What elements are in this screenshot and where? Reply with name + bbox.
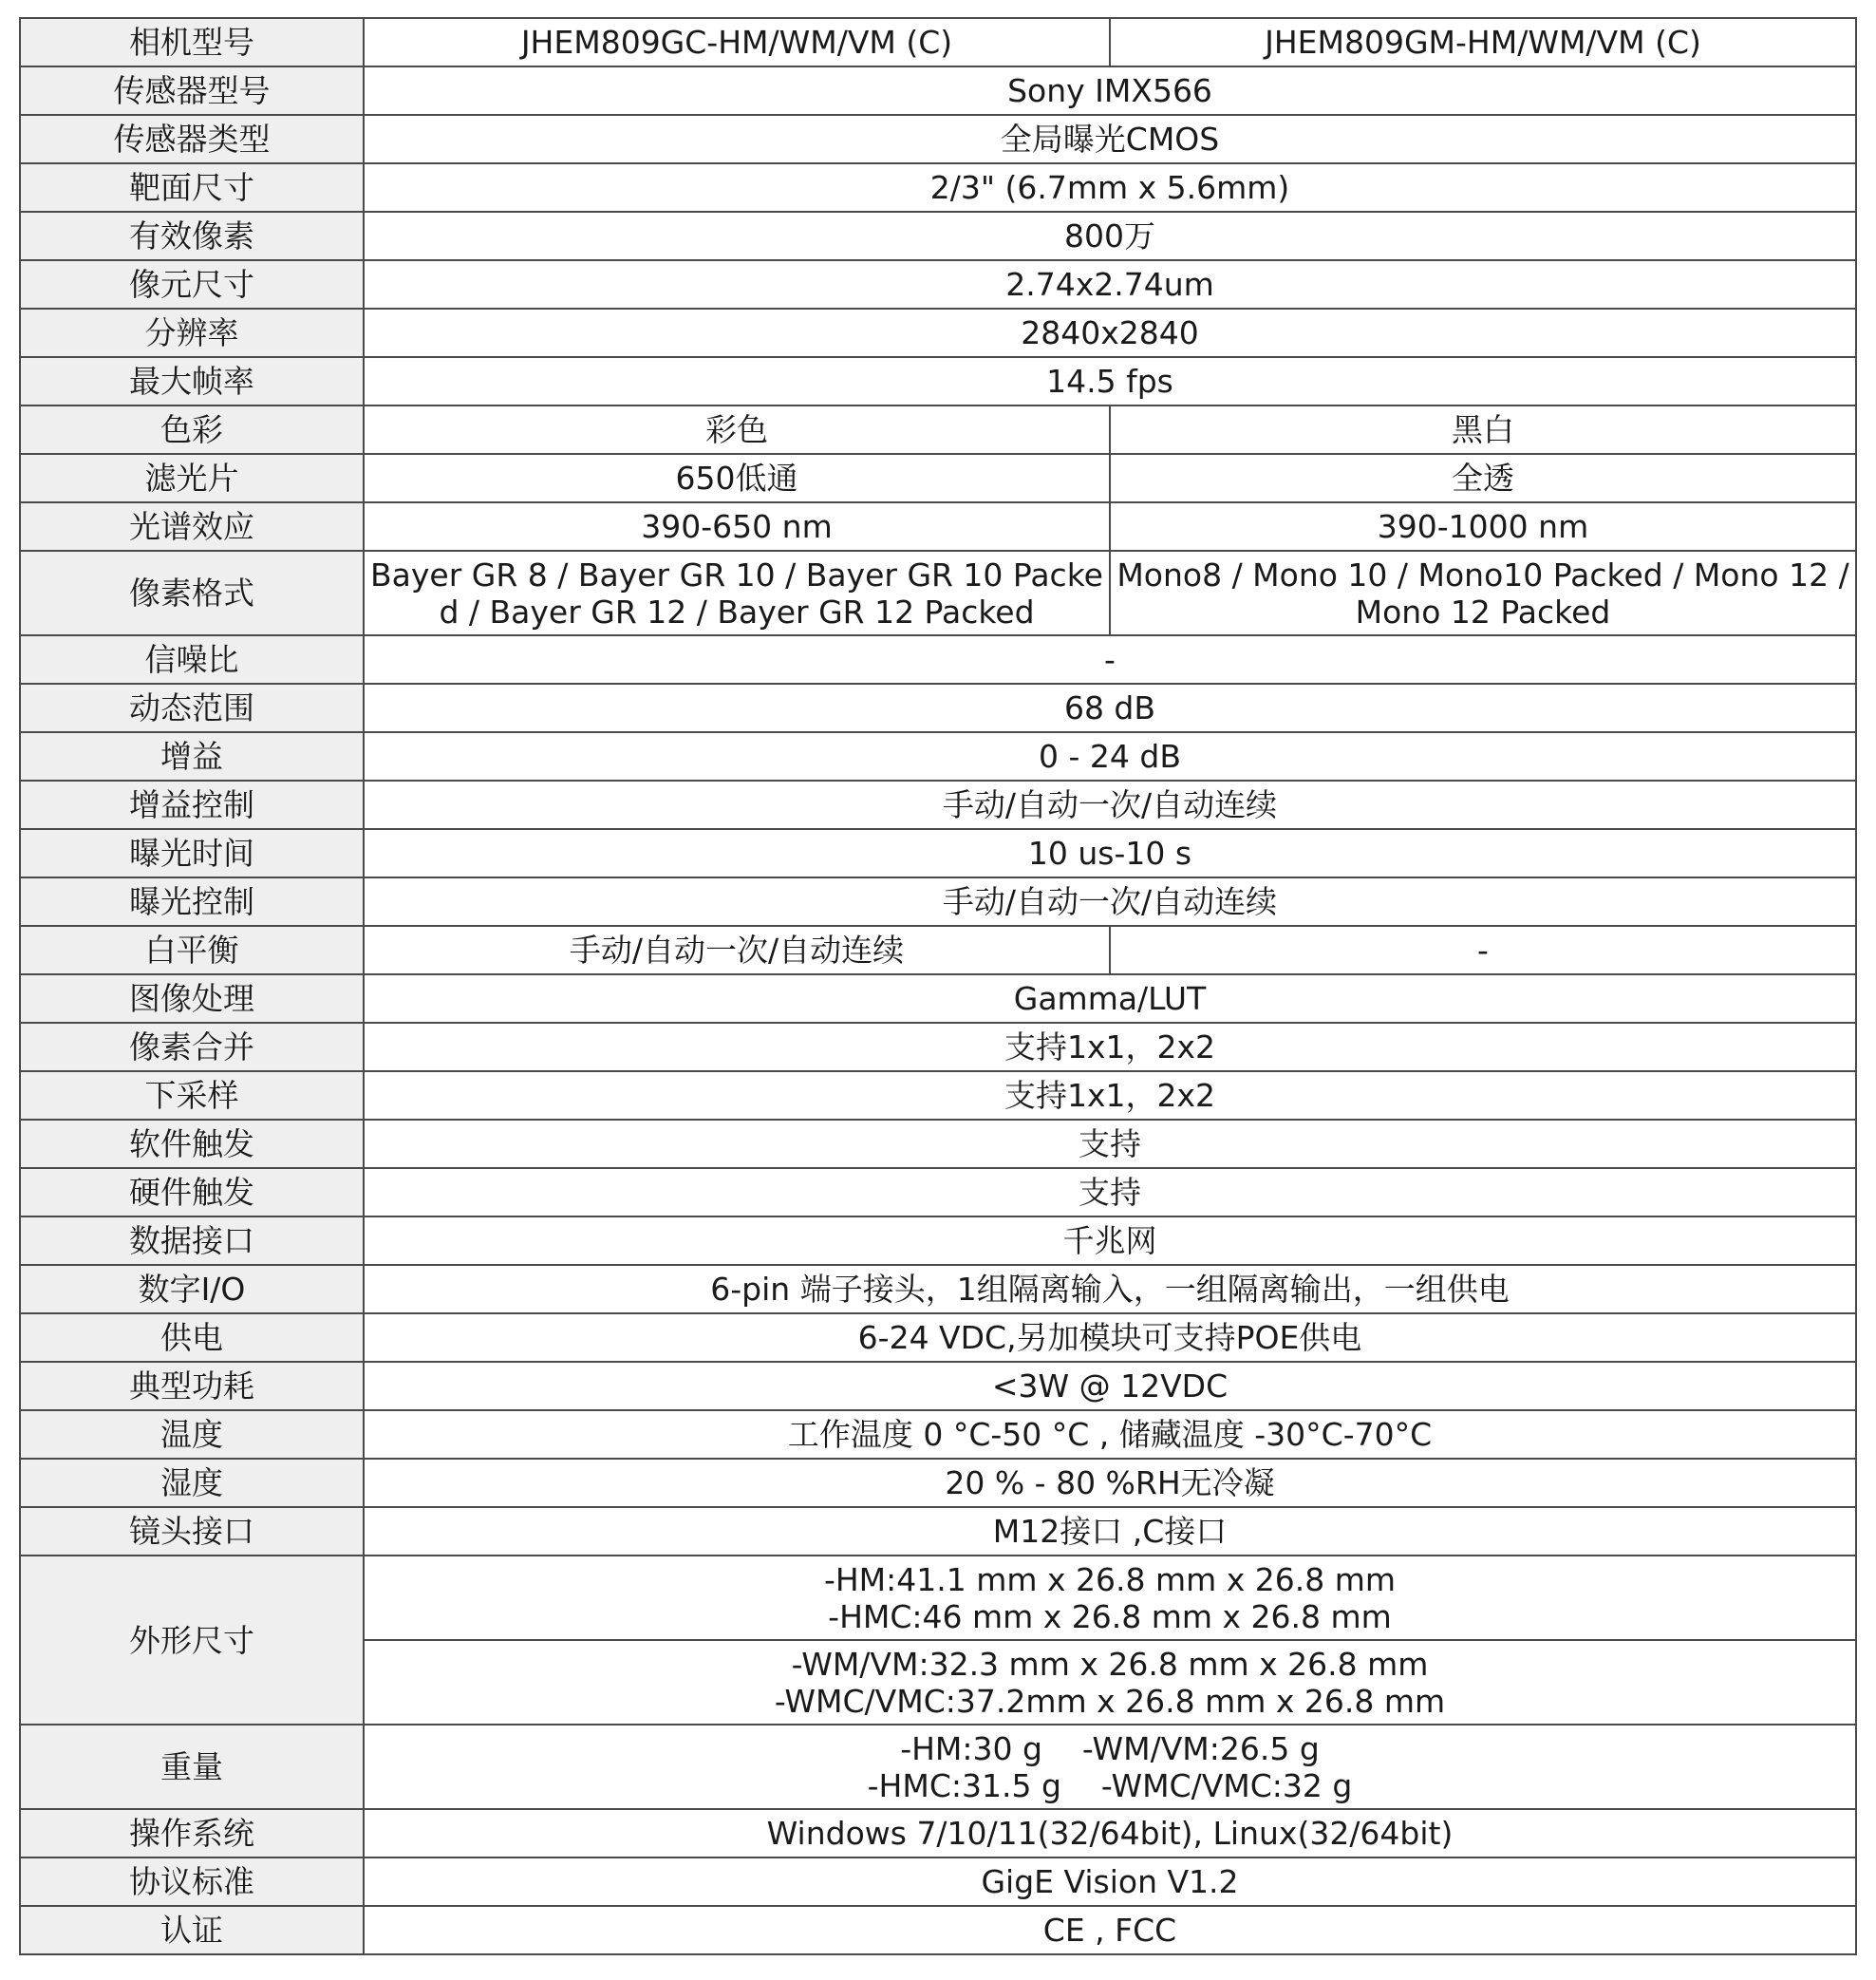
- row-value: 支持1x1，2x2: [364, 1023, 1856, 1071]
- row-image-processing: [20, 974, 1856, 1023]
- row-label: 传感器类型: [20, 115, 364, 163]
- row-label: 下采样: [20, 1071, 364, 1120]
- row-label: 数据接口: [20, 1216, 364, 1265]
- row-label: 曝光时间: [20, 829, 364, 877]
- row-value: 手动/自动一次/自动连续: [364, 781, 1856, 829]
- row-value-color: Bayer GR 8 / Bayer GR 10 / Bayer GR 10 Packed / Bayer GR 12 / Bayer GR 12 Packed: [364, 551, 1110, 635]
- row-label: 曝光控制: [20, 877, 364, 926]
- row-label: 典型功耗: [20, 1362, 364, 1410]
- row-value: 2.74x2.74um: [364, 260, 1856, 309]
- row-label: 像素合并: [20, 1023, 364, 1071]
- row-label: 协议标准: [20, 1857, 364, 1906]
- row-value-mono: Mono8 / Mono 10 / Mono10 Packed / Mono 12 / Mono 12 Packed: [1110, 551, 1856, 635]
- row-label: 软件触发: [20, 1120, 364, 1168]
- row-value: 800万: [364, 212, 1856, 260]
- row-label: 增益控制: [20, 781, 364, 829]
- row-gain: [20, 732, 1856, 781]
- row-white-balance: [20, 926, 1856, 974]
- row-label: 色彩: [20, 405, 364, 454]
- row-operating-system: [20, 1809, 1856, 1857]
- row-label: 靶面尺寸: [20, 163, 364, 212]
- row-temperature: [20, 1410, 1856, 1459]
- row-label: 像元尺寸: [20, 260, 364, 309]
- row-label: 操作系统: [20, 1809, 364, 1857]
- row-label: 有效像素: [20, 212, 364, 260]
- row-value: 手动/自动一次/自动连续: [364, 877, 1856, 926]
- row-label: 外形尺寸: [20, 1556, 364, 1725]
- dimensions-wm-cell: [364, 1640, 1856, 1725]
- dimensions-wm-line: -WM/VM:32.3 mm x 26.8 mm x 26.8 mm: [791, 1645, 1429, 1683]
- model-color: JHEM809GC-HM/WM/VM (C): [364, 18, 1110, 66]
- row-dynamic-range: [20, 684, 1856, 732]
- row-decimation: [20, 1071, 1856, 1120]
- weight-line-1: -HM:30 g -WM/VM:26.5 g: [900, 1729, 1320, 1767]
- row-value-mono: -: [1110, 926, 1856, 974]
- row-label: 像素格式: [20, 551, 364, 635]
- dimensions-hm-line: -HM:41.1 mm x 26.8 mm x 26.8 mm: [823, 1560, 1397, 1598]
- row-value: Sony IMX566: [364, 66, 1856, 115]
- row-value: Windows 7/10/11(32/64bit), Linux(32/64bit): [364, 1809, 1856, 1857]
- row-label: 数字I/O: [20, 1265, 364, 1313]
- row-value-mono: 390-1000 nm: [1110, 502, 1856, 551]
- row-value: 14.5 fps: [364, 357, 1856, 405]
- row-effective-pixels: [20, 212, 1856, 260]
- row-value: 2/3" (6.7mm x 5.6mm): [364, 163, 1856, 212]
- row-value: 20 % - 80 %RH无冷凝: [364, 1459, 1856, 1507]
- row-pixel-size: [20, 260, 1856, 309]
- row-resolution: [20, 309, 1856, 357]
- row-value: 全局曝光CMOS: [364, 115, 1856, 163]
- row-value: 支持1x1，2x2: [364, 1071, 1856, 1120]
- row-protocol: [20, 1857, 1856, 1906]
- row-value: <3W @ 12VDC: [364, 1362, 1856, 1410]
- row-value-color: 650低通: [364, 454, 1110, 502]
- row-label: 重量: [20, 1725, 364, 1809]
- row-label: 最大帧率: [20, 357, 364, 405]
- row-value: 支持: [364, 1168, 1856, 1216]
- row-value: 6-24 VDC,另加模块可支持POE供电: [364, 1313, 1856, 1362]
- row-weight: [20, 1725, 1856, 1809]
- row-binning: [20, 1023, 1856, 1071]
- row-gain-control: [20, 781, 1856, 829]
- row-value: 2840x2840: [364, 309, 1856, 357]
- row-exposure-time: [20, 829, 1856, 877]
- row-label: 信噪比: [20, 635, 364, 684]
- row-power-supply: [20, 1313, 1856, 1362]
- row-target-size: [20, 163, 1856, 212]
- row-humidity: [20, 1459, 1856, 1507]
- weight-cell: [364, 1725, 1856, 1809]
- row-value-mono: 黑白: [1110, 405, 1856, 454]
- row-label: 图像处理: [20, 974, 364, 1023]
- row-label: 认证: [20, 1906, 364, 1954]
- row-color: [20, 405, 1856, 454]
- row-value: 10 us-10 s: [364, 829, 1856, 877]
- dimensions-hm-cell: [364, 1556, 1856, 1640]
- row-lens-mount: [20, 1507, 1856, 1556]
- row-value: 支持: [364, 1120, 1856, 1168]
- row-value: GigE Vision V1.2: [364, 1857, 1856, 1906]
- row-filter: [20, 454, 1856, 502]
- row-value: 68 dB: [364, 684, 1856, 732]
- dimensions-wmc-line: -WMC/VMC:37.2mm x 26.8 mm x 26.8 mm: [774, 1682, 1446, 1720]
- row-value-mono: 全透: [1110, 454, 1856, 502]
- row-software-trigger: [20, 1120, 1856, 1168]
- row-hardware-trigger: [20, 1168, 1856, 1216]
- row-digital-io: [20, 1265, 1856, 1313]
- row-value: 工作温度 0 °C-50 °C , 储藏温度 -30°C-70°C: [364, 1410, 1856, 1459]
- row-value: 6-pin 端子接头，1组隔离输入，一组隔离输出，一组供电: [364, 1265, 1856, 1313]
- row-label: 动态范围: [20, 684, 364, 732]
- row-label: 光谱效应: [20, 502, 364, 551]
- row-value-color: 彩色: [364, 405, 1110, 454]
- row-label: 滤光片: [20, 454, 364, 502]
- row-sensor-type: [20, 115, 1856, 163]
- row-label: 分辨率: [20, 309, 364, 357]
- row-value: 0 - 24 dB: [364, 732, 1856, 781]
- dimensions-hmc-line: -HMC:46 mm x 26.8 mm x 26.8 mm: [828, 1597, 1392, 1635]
- row-label: 传感器型号: [20, 66, 364, 115]
- row-exposure-control: [20, 877, 1856, 926]
- row-label: 白平衡: [20, 926, 364, 974]
- row-dimensions-hm: [20, 1556, 1856, 1640]
- row-pixel-format: [20, 551, 1856, 635]
- spec-table: [19, 17, 1857, 1955]
- row-value: Gamma/LUT: [364, 974, 1856, 1023]
- row-power-consumption: [20, 1362, 1856, 1410]
- row-value: -: [364, 635, 1856, 684]
- row-label: 温度: [20, 1410, 364, 1459]
- row-spectral: [20, 502, 1856, 551]
- row-label: 增益: [20, 732, 364, 781]
- row-value: CE , FCC: [364, 1906, 1856, 1954]
- row-label: 硬件触发: [20, 1168, 364, 1216]
- row-label: 供电: [20, 1313, 364, 1362]
- weight-line-2: -HMC:31.5 g -WMC/VMC:32 g: [867, 1766, 1353, 1804]
- row-model: [20, 18, 1856, 66]
- row-max-fps: [20, 357, 1856, 405]
- row-label: 镜头接口: [20, 1507, 364, 1556]
- row-sensor-model: [20, 66, 1856, 115]
- row-value-color: 390-650 nm: [364, 502, 1110, 551]
- row-label: 相机型号: [20, 18, 364, 66]
- row-certification: [20, 1906, 1856, 1954]
- row-value: M12接口 ,C接口: [364, 1507, 1856, 1556]
- row-value: 千兆网: [364, 1216, 1856, 1265]
- row-label: 湿度: [20, 1459, 364, 1507]
- model-mono: JHEM809GM-HM/WM/VM (C): [1110, 18, 1856, 66]
- row-value-color: 手动/自动一次/自动连续: [364, 926, 1110, 974]
- row-data-interface: [20, 1216, 1856, 1265]
- row-snr: [20, 635, 1856, 684]
